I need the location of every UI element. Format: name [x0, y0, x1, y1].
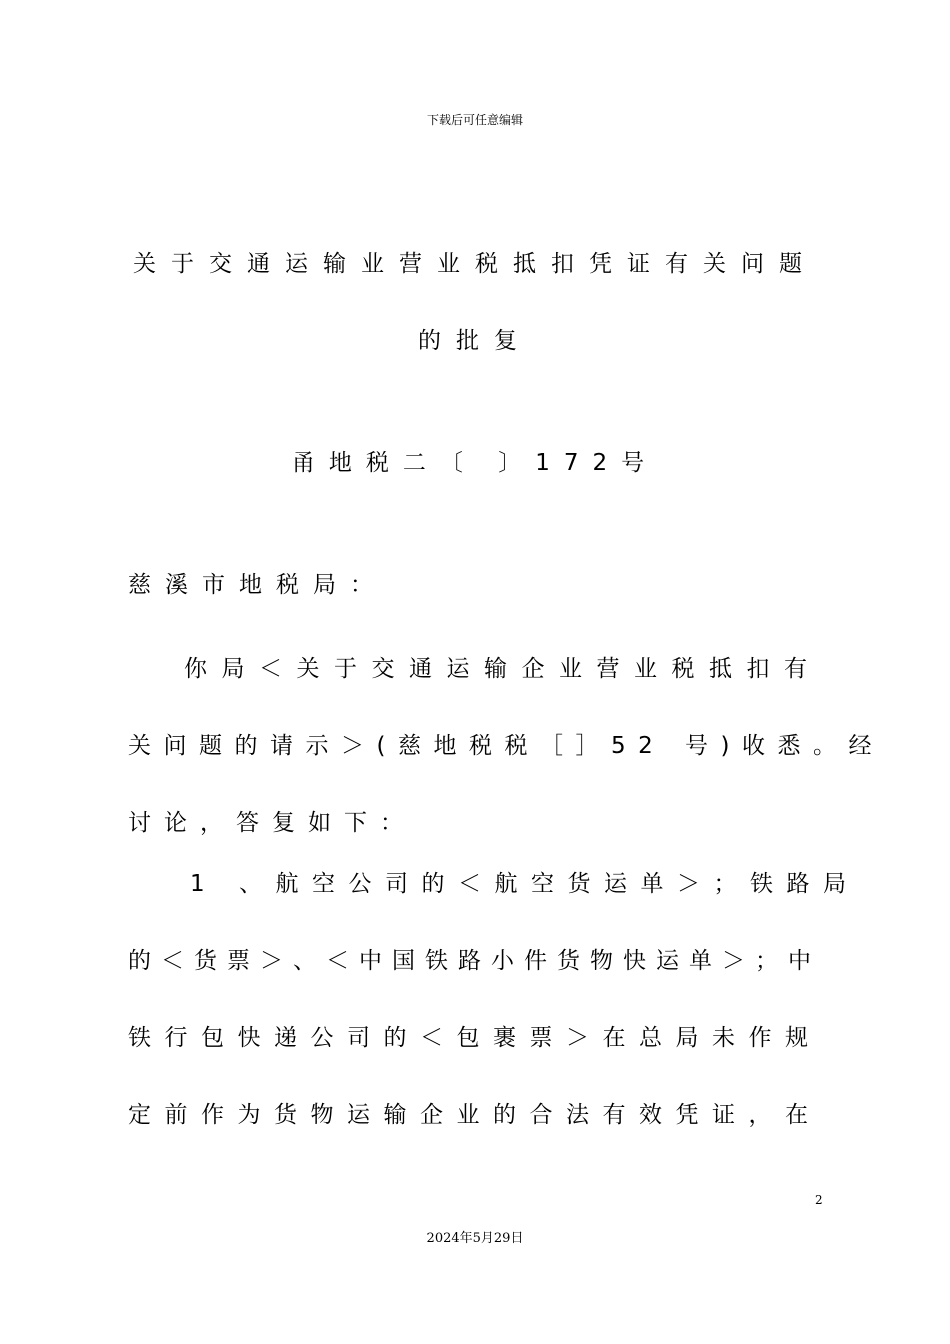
document-title-line-1: 关于交通运输业营业税抵扣凭证有关问题: [133, 251, 817, 277]
body-line: 关问题的请示＞(慈地税税［］52 号)收悉。经: [128, 733, 885, 759]
footer-date: 2024年5月29日: [426, 1231, 524, 1246]
body-line: 讨论，答复如下：: [128, 810, 416, 836]
page-number: 2: [815, 1193, 823, 1207]
body-line: 你局＜关于交通运输企业营业税抵扣有: [184, 656, 822, 682]
body-line: 定前作为货物运输企业的合法有效凭证，在: [128, 1102, 822, 1128]
header-note: 下载后可任意编辑: [426, 113, 523, 127]
addressee: 慈溪市地税局：: [128, 572, 387, 598]
body-line: 铁行包快递公司的＜包裹票＞在总局未作规: [128, 1025, 822, 1051]
document-title-line-2: 的批复: [418, 328, 532, 354]
document-number: 甬地税二〔 〕172号: [291, 450, 659, 476]
body-line: 1 、航空公司的＜航空货运单＞；铁路局: [190, 871, 860, 897]
body-line: 的＜货票＞、＜中国铁路小件货物快运单＞；中: [128, 948, 821, 974]
